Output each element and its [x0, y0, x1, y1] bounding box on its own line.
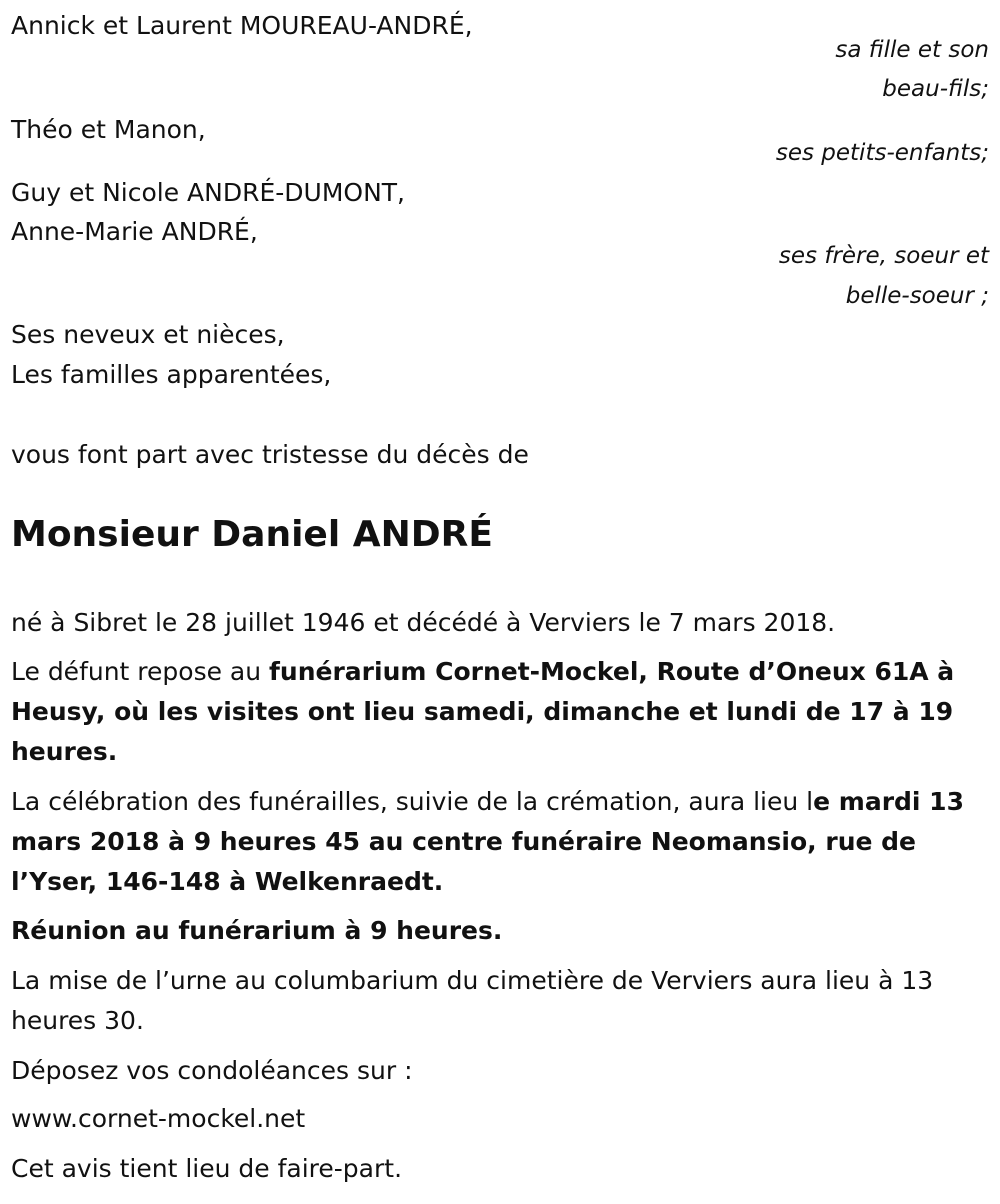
deceased-name-heading: Monsieur Daniel ANDRÉ	[11, 514, 493, 555]
ceremony-paragraph	[11, 782, 989, 902]
website-link[interactable]: www.cornet-mockel.net	[11, 1104, 306, 1133]
daughter-role-line-2: beau-fils;	[882, 76, 989, 102]
repose-paragraph	[11, 652, 989, 772]
ceremony-prefix: La célébration des funérailles, suivie de la crémation, aura lieu l	[11, 787, 814, 816]
daughter-names: Annick et Laurent MOUREAU-ANDRÉ,	[11, 11, 473, 40]
grandchildren-names: Théo et Manon,	[11, 115, 206, 144]
daughter-role-line-1: sa fille et son	[835, 37, 989, 63]
closing-line: Cet avis tient lieu de faire-part.	[11, 1154, 403, 1183]
grandchildren-role: ses petits-enfants;	[775, 140, 989, 166]
condolences-label: Déposez vos condoléances sur :	[11, 1056, 413, 1085]
meeting-paragraph	[11, 911, 989, 951]
nephews-line: Ses neveux et nièces,	[11, 320, 285, 349]
meeting-text: Réunion au funérarium à 9 heures.	[11, 916, 503, 945]
ceremony-details: e mardi 13 mars 2018 à 9 heures 45 au centre funéraire Neomansio, rue de l’Yser, 146-148 à Welkenraedt.	[11, 787, 964, 896]
birth-death-paragraph: né à Sibret le 28 juillet 1946 et décédé à Verviers le 7 mars 2018.	[11, 608, 836, 637]
repose-prefix: Le défunt repose au	[11, 657, 270, 686]
relatives-line: Les familles apparentées,	[11, 360, 332, 389]
siblings-role-line-1: ses frère, soeur et	[778, 243, 989, 269]
siblings-role-line-2: belle-soeur ;	[845, 283, 989, 309]
siblings-names-line-2: Anne-Marie ANDRÉ,	[11, 217, 258, 246]
repose-details: funérarium Cornet-Mockel, Route d’Oneux 61A à Heusy, où les visites ont lieu samedi, dimanche et lundi de 17 à 19 heures.	[11, 657, 955, 766]
announcement-line: vous font part avec tristesse du décès de	[11, 440, 529, 469]
urn-paragraph: La mise de l’urne au columbarium du cimetière de Verviers aura lieu à 13 heures 30.	[11, 966, 934, 1035]
siblings-names-line-1: Guy et Nicole ANDRÉ-DUMONT,	[11, 178, 406, 207]
